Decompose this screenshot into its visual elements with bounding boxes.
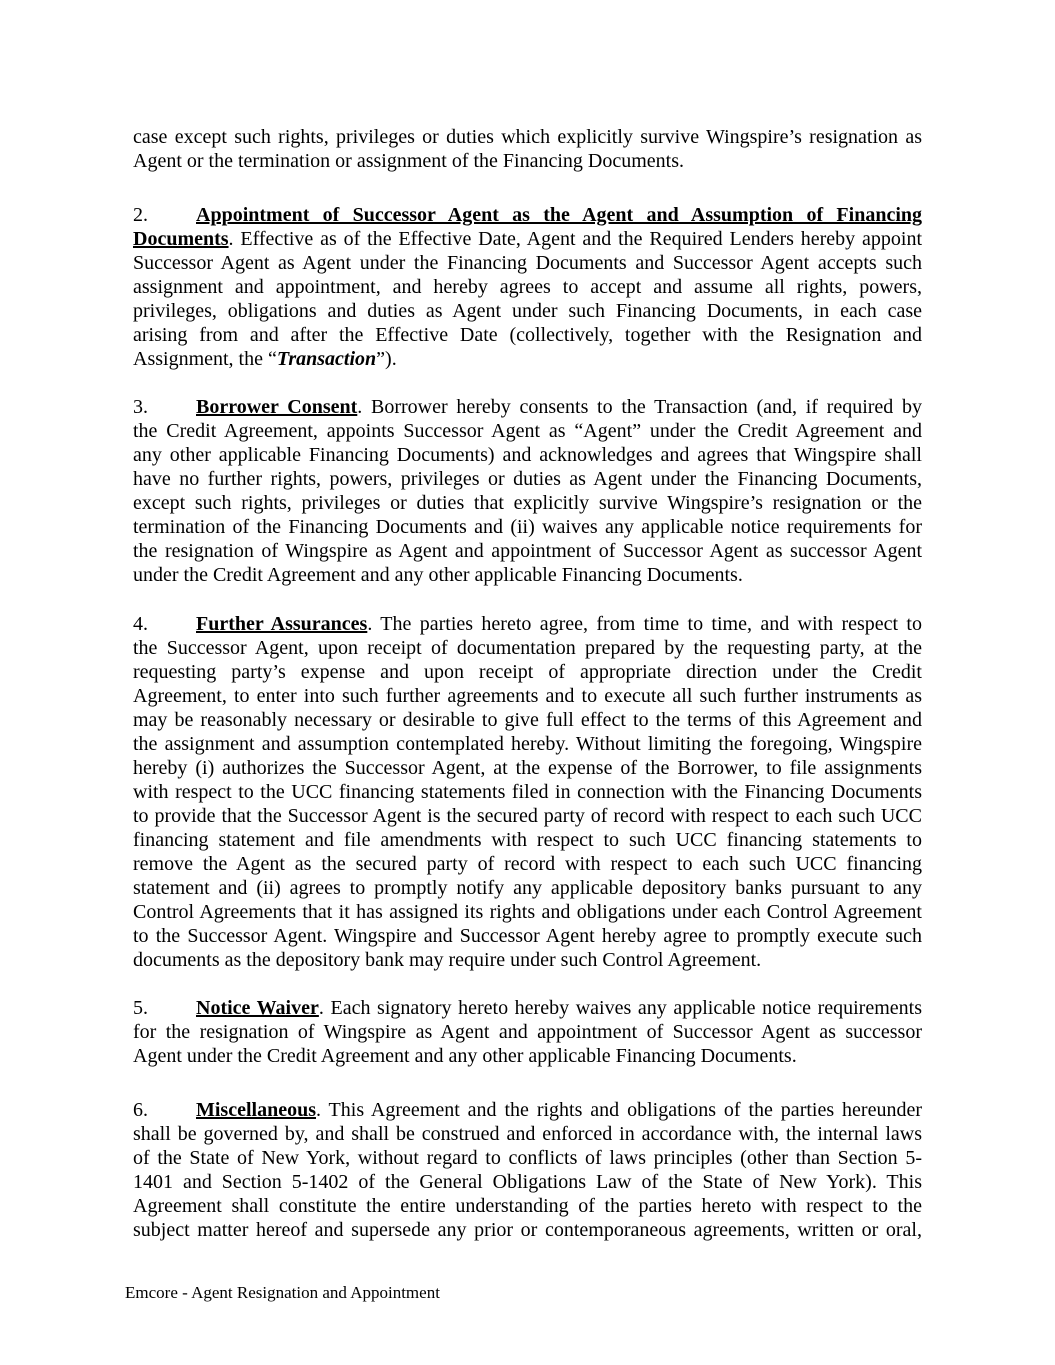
section-text: . Borrower hereby consents to the Transaction (and, if required by	[357, 396, 923, 418]
text-line	[133, 996, 922, 1020]
text-line	[133, 1098, 922, 1122]
text-line: arising from and after the Effective Date (collectively, together with the Resignation and	[133, 324, 922, 346]
document-page	[133, 125, 922, 1242]
text-line: remove the Agent as the secured party of record with respect to each such UCC financing	[133, 853, 922, 875]
section-2	[133, 203, 922, 371]
text-line: to the Successor Agent. Wingspire and Successor Agent hereby agree to promptly execute such	[133, 925, 922, 947]
section-text: . The parties hereto agree, from time to time, and with respect to	[367, 613, 922, 635]
text-line: any other applicable Financing Documents) and acknowledges and agrees that Wingspire shall	[133, 444, 922, 466]
section-3	[133, 395, 922, 587]
text-line: case except such rights, privileges or duties which explicitly survive Wingspire’s resignation as	[133, 126, 922, 148]
text-line: Agent under the Credit Agreement and any other applicable Financing Documents.	[133, 1045, 797, 1067]
section-heading: Miscellaneous	[196, 1099, 316, 1121]
text-line: Successor Agent as Agent under the Financing Documents and Successor Agent accepts such	[133, 252, 922, 274]
text-line: Agreement, to enter into such further agreements and to execute all such further instruments as	[133, 685, 922, 707]
text-line: Agreement shall constitute the entire understanding of the parties hereto with respect to the	[133, 1195, 922, 1217]
section-number: 6.	[133, 1099, 148, 1121]
section-heading: Borrower Consent	[196, 396, 358, 418]
intro-paragraph	[133, 125, 922, 173]
text-line: termination of the Financing Documents and (ii) waives any applicable notice requirements for	[133, 516, 922, 538]
section-5	[133, 996, 922, 1068]
text-line: have no further rights, powers, privileges or duties as Agent under the Financing Documents,	[133, 468, 922, 490]
section-number: 2.	[133, 204, 148, 226]
text-line: Control Agreements that it has assigned its rights and obligations under each Control Agreement	[133, 901, 922, 923]
text-line: privileges, obligations and duties as Agent under such Financing Documents, in each case	[133, 300, 922, 322]
text-line: documents as the depository bank may require under such Control Agreement.	[133, 949, 762, 971]
text-line: statement and (ii) agrees to promptly notify any applicable depository banks pursuant to any	[133, 877, 922, 899]
text-line: financing statement and file amendments with respect to such UCC financing statements to	[133, 829, 922, 851]
section-number: 5.	[133, 997, 148, 1019]
section-number: 3.	[133, 396, 148, 418]
text-line: hereby (i) authorizes the Successor Agent, at the expense of the Borrower, to file assignments	[133, 757, 922, 779]
text-line	[133, 203, 922, 227]
text-line	[133, 347, 922, 371]
text-line: shall be governed by, and shall be construed and enforced in accordance with, the internal laws	[133, 1123, 922, 1145]
text-line: for the resignation of Wingspire as Agent and appointment of Successor Agent as successor	[133, 1021, 922, 1043]
text-line: the resignation of Wingspire as Agent and appointment of Successor Agent as successor Agent	[133, 540, 922, 562]
section-text: . This Agreement and the rights and obligations of the parties hereunder	[316, 1099, 922, 1121]
text-line: under the Credit Agreement and any other applicable Financing Documents.	[133, 564, 743, 586]
text-line: assignment and appointment, and hereby agrees to accept and assume all rights, powers,	[133, 276, 922, 298]
section-6	[133, 1098, 922, 1242]
text-line: requesting party’s expense and upon receipt of appropriate direction under the Credit	[133, 661, 922, 683]
text-line: subject matter hereof and supersede any prior or contemporaneous agreements, written or oral,	[133, 1219, 922, 1241]
text-line: Agent or the termination or assignment of the Financing Documents.	[133, 150, 684, 172]
text-line: of the State of New York, without regard to conflicts of laws principles (other than Section 5-	[133, 1147, 922, 1169]
text-line: the Credit Agreement, appoints Successor Agent as “Agent” under the Credit Agreement and	[133, 420, 922, 442]
text-line: the assignment and assumption contemplated hereby. Without limiting the foregoing, Wingspire	[133, 733, 922, 755]
section-heading-continued: Documents	[133, 228, 229, 250]
text-line	[133, 227, 922, 251]
section-number: 4.	[133, 613, 148, 635]
section-heading: Appointment of Successor Agent as the Agent and Assumption of Financing	[196, 204, 922, 226]
section-heading: Notice Waiver	[196, 997, 319, 1019]
defined-term: Transaction	[276, 348, 377, 370]
text-line: with respect to the UCC financing statements filed in connection with the Financing Documents	[133, 781, 922, 803]
text-line: may be reasonably necessary or desirable to give full effect to the terms of this Agreement and	[133, 709, 922, 731]
text-line	[133, 395, 922, 419]
section-text: ”).	[376, 348, 397, 370]
section-text: . Effective as of the Effective Date, Agent and the Required Lenders hereby appoint	[228, 228, 922, 250]
text-line: the Successor Agent, upon receipt of documentation prepared by the requesting party, at the	[133, 637, 922, 659]
text-line	[133, 612, 922, 636]
text-line: except such rights, privileges or duties that explicitly survive Wingspire’s resignation or the	[133, 492, 922, 514]
section-heading: Further Assurances	[196, 613, 368, 635]
section-4	[133, 612, 922, 972]
section-text: Assignment, the “	[133, 348, 277, 370]
page-footer: Emcore - Agent Resignation and Appointment	[125, 1283, 440, 1302]
section-text: . Each signatory hereto hereby waives any applicable notice requirements	[318, 997, 922, 1019]
text-line: 1401 and Section 5-1402 of the General Obligations Law of the State of New York). This	[133, 1171, 922, 1193]
text-line: to provide that the Successor Agent is the secured party of record with respect to each such UCC	[133, 805, 922, 827]
